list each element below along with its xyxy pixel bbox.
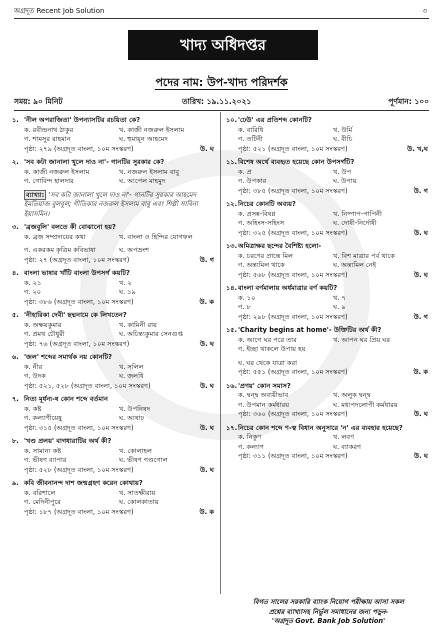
question-stem: 'সব কটা জানালা খুলে দাও না'- গানটির সুরকার কে? bbox=[24, 158, 165, 166]
question-number: ১৪. bbox=[226, 284, 238, 292]
answer-key: উ. ঘ bbox=[199, 465, 214, 474]
option-a: ক. ব্রজ সম্প্রদায়ের কথা bbox=[24, 232, 86, 241]
question-stem: নিচের কোন শব্দে ণ-ত্ব বিধান অনুসারে 'ন' এর ব্যবহার হয়েছে? bbox=[238, 423, 403, 432]
question-number: ১১. bbox=[226, 158, 238, 166]
right-column bbox=[226, 116, 428, 466]
option-a: ক. প্র bbox=[238, 167, 252, 176]
option-d: ঘ. ৯ bbox=[333, 303, 346, 311]
question-stem: 'জল' শব্দের সমার্থক নয় কোনটি? bbox=[24, 353, 112, 361]
column-divider bbox=[220, 112, 221, 594]
question-text bbox=[226, 382, 428, 392]
question-item bbox=[12, 158, 214, 187]
option-d: ঘ. উপায় bbox=[333, 177, 357, 185]
option-b: খ. উর্মি bbox=[333, 125, 353, 134]
question-number: ৯. bbox=[12, 479, 19, 487]
answer-key: উ. ঘ bbox=[413, 452, 428, 460]
reference-text: পৃষ্ঠা: ৫৬৮ (অগ্রদূত বাংলা, ১০ম সংস্করণ) bbox=[238, 270, 348, 279]
answer-line bbox=[226, 313, 428, 323]
answer-line bbox=[226, 410, 428, 420]
question-stem: 'ঢেউ' এর প্রতিশব্দ কোনটি? bbox=[238, 116, 312, 124]
header-site: অগ্রদূত Recent Job Solution bbox=[14, 7, 105, 15]
question-text bbox=[226, 116, 428, 126]
option-b: খ. কোলাহল bbox=[119, 446, 152, 455]
answer-key: উ. ঘ bbox=[413, 270, 428, 279]
question-options bbox=[12, 279, 214, 298]
answer-line bbox=[12, 424, 214, 434]
question-text bbox=[226, 424, 428, 434]
question-item bbox=[226, 382, 428, 420]
question-item bbox=[12, 395, 214, 433]
question-options bbox=[226, 391, 428, 410]
option-d: ঘ. ব্যাকরণ bbox=[333, 442, 361, 451]
question-text bbox=[12, 223, 214, 233]
question-text bbox=[226, 326, 428, 336]
option-b: ঘ. অপভ্রংশ bbox=[119, 246, 150, 254]
option-b: খ. বিশ মাত্রার পর্ব থাকে bbox=[333, 251, 395, 260]
answer-line bbox=[12, 340, 214, 350]
question-options bbox=[12, 126, 214, 145]
question-text bbox=[12, 158, 214, 168]
question-item bbox=[226, 424, 428, 462]
question-item bbox=[226, 200, 428, 238]
question-number: ১৫. bbox=[226, 326, 238, 334]
option-b: খ. উপ bbox=[333, 167, 352, 176]
question-number: ৩. bbox=[12, 223, 19, 231]
option-c: গ. ২০ bbox=[24, 288, 42, 296]
reference-text: পৃষ্ঠা: ৫৫১ (অগ্রদূত বাংলা, ১০ম সংস্করণ) bbox=[238, 368, 348, 376]
option-c: গ. কল্যাণীয়েষু bbox=[24, 414, 62, 422]
answer-key: উ. ঘ bbox=[413, 410, 428, 418]
promo-line-2: প্রশ্নের ব্যাখ্যাসহ নির্ভুল সমাধানের জন্য পড়ুন- bbox=[268, 607, 389, 616]
question-item bbox=[226, 359, 428, 378]
question-options bbox=[12, 168, 214, 187]
reference-text: পৃষ্ঠা: ৫২১, ৫২৮ (অগ্রদূত বাংলা, ১০ম সংস্করণ) bbox=[24, 381, 151, 390]
answer-line bbox=[12, 508, 214, 518]
question-stem: নিত্য মূর্ধন্য-ষ কোন শব্দে বর্তমান bbox=[24, 395, 108, 403]
answer-key: উ. গ bbox=[413, 186, 428, 195]
option-c: গ. তটিনী bbox=[238, 135, 263, 143]
answer-key: উ. ঘ bbox=[199, 381, 214, 390]
running-header bbox=[14, 5, 429, 19]
question-item bbox=[12, 437, 214, 475]
question-item bbox=[226, 242, 428, 280]
reference-text: পৃষ্ঠা: ৩১১ (অগ্রদূত বাংলা, ১০ম সংস্করণ) bbox=[238, 452, 348, 460]
option-c: গ. অন্ত্যমিল থাকে bbox=[238, 261, 285, 269]
option-c: গ. কল্যাণ bbox=[238, 442, 264, 451]
answer-key: উ. ক bbox=[413, 368, 428, 376]
promo-footer bbox=[226, 598, 431, 627]
option-d: ঘ. দোষী-নির্দোষী bbox=[333, 219, 377, 227]
option-b: খ. নিষ্পাপ-পাপিনী bbox=[333, 209, 382, 218]
question-number: ১৬. bbox=[226, 381, 238, 390]
option-c: গ. ৮ bbox=[238, 303, 251, 311]
question-options bbox=[226, 210, 428, 229]
question-number: ১. bbox=[12, 116, 19, 124]
option-a: ক. ২১ bbox=[24, 278, 42, 287]
question-text bbox=[12, 437, 214, 447]
answer-key: উ. গ bbox=[413, 312, 428, 321]
option-c: গ. ইচ্ছা থাকলে উপায় হয় bbox=[238, 345, 306, 353]
option-b: খ. কাজী নজরুল ইসলাম bbox=[119, 125, 185, 134]
question-stem: 'নীহারিকা দেবী' ছদ্মনামে কে লিখতেন? bbox=[24, 311, 127, 319]
option-b: খ. নজরুল ইসলাম বাবু bbox=[119, 167, 180, 176]
answer-line bbox=[12, 466, 214, 476]
option-a: গ. একরকম কৃত্রিম কবিভাষা bbox=[24, 246, 96, 254]
option-a: ক. বরিশালে bbox=[24, 488, 56, 497]
answer-line bbox=[12, 256, 214, 266]
question-text bbox=[226, 242, 428, 252]
reference-text: পৃষ্ঠা: ৫২১ (অগ্রদূত বাংলা, ১০ম সংস্করণ) bbox=[238, 144, 348, 153]
question-number: ৮. bbox=[12, 437, 19, 445]
option-d: ঘ. আপেল মাহমুদ bbox=[119, 177, 166, 185]
reference-text: পৃষ্ঠা: ৩১৫ (অগ্রদূত বাংলা, ১০ম সংস্করণ) bbox=[24, 423, 134, 432]
option-a: ক. আগে ঘর পরে তার bbox=[238, 335, 297, 344]
answer-key: উ. ঘ bbox=[199, 423, 214, 432]
left-column bbox=[12, 116, 214, 521]
option-c: গ. উদক bbox=[24, 372, 46, 380]
post-title bbox=[0, 74, 443, 93]
question-options bbox=[12, 246, 214, 256]
reference-text: পৃষ্ঠা: ৩২৫ (অগ্রদূত বাংলা, ১০ম সংস্করণ) bbox=[238, 228, 348, 237]
option-d: ঘ. মধ্যপদলোপী কর্মধারয় bbox=[333, 400, 398, 409]
question-number: ৭. bbox=[12, 395, 19, 403]
option-c: গ. শামসুর রাহমান bbox=[24, 135, 71, 143]
question-number: ৬. bbox=[12, 353, 19, 361]
option-b: খ. ২ bbox=[119, 278, 132, 287]
option-a: ক. সামান্য কষ্ট bbox=[24, 446, 62, 455]
question-item bbox=[12, 246, 214, 265]
question-number: ১৭. bbox=[226, 423, 238, 432]
option-a: ক. প্রসন্ন-বিষণ্ণ bbox=[238, 209, 276, 218]
option-a: ক. কাজী নজরুল ইসলাম bbox=[24, 167, 90, 176]
option-a: ক. নীর bbox=[24, 362, 43, 371]
option-b: খ. আপন ঘর প্রিয় ঘর bbox=[333, 335, 391, 344]
answer-key: উ. ঘ bbox=[413, 228, 428, 237]
answer-key: উ. ঘ bbox=[199, 144, 214, 153]
question-number: ৫. bbox=[12, 311, 19, 319]
option-c: গ. প্রমথ চৌধুরী bbox=[24, 330, 65, 338]
answer-key: উ. গ bbox=[199, 255, 214, 264]
option-a: ক. চরণের প্রান্তে মিল bbox=[238, 251, 293, 260]
question-options bbox=[226, 252, 428, 271]
question-options bbox=[12, 405, 214, 424]
answer-key: উ. ঘ bbox=[199, 339, 214, 348]
question-text bbox=[226, 158, 428, 168]
question-stem: বাংলা বর্ণমালায় অর্ধমাত্রার বর্ণ কয়টি? bbox=[238, 284, 338, 292]
question-number: ১৩. bbox=[226, 242, 238, 250]
question-stem: কবি জীবনানন্দ দাশ জন্মগ্রহণ করেন কোথায়? bbox=[24, 479, 143, 487]
option-a: ঘ. ঘর থেকে যাত্রা করা bbox=[238, 358, 298, 367]
reference-text: পৃষ্ঠা: ৩৮৬ (অগ্রদূত বাংলা, ১০ম সংস্করণ) bbox=[24, 297, 134, 306]
department-banner: খাদ্য অধিদপ্তর bbox=[128, 30, 318, 60]
option-d: ঘ. হুমায়ূন আহমেদ bbox=[119, 135, 168, 143]
question-options bbox=[12, 233, 214, 243]
option-c: গ. ভীষণ ব্যাপার bbox=[24, 456, 67, 464]
option-d: ঘ. ভীষণ গণ্ডগোল bbox=[119, 456, 168, 464]
reference-text: পৃষ্ঠা: ৩৬০ (অগ্রদূত বাংলা, ১০ম সংস্করণ) bbox=[238, 410, 348, 418]
question-stem: নিচের কোনটি অব্যয়? bbox=[238, 200, 296, 208]
question-stem: বাংলা ভাষার খাঁটি বাংলা উপসর্গ কয়টি? bbox=[24, 269, 130, 277]
question-number: ১০. bbox=[226, 116, 238, 124]
question-item bbox=[12, 223, 214, 242]
question-options bbox=[226, 126, 428, 145]
question-text bbox=[12, 116, 214, 126]
option-c: খ. বাংলা ও হিন্দির যোগফল bbox=[119, 232, 193, 241]
option-b: খ. কামিনী রায় bbox=[119, 320, 157, 329]
option-a: ক. নিকুণ bbox=[238, 433, 262, 441]
option-c: গ. মেদিনীপুরে bbox=[24, 498, 61, 506]
post-title-text: পদের নাম: উপ-খাদ্য পরিদর্শক bbox=[155, 76, 288, 89]
question-stem: 'নীল অপরাজিতা' উপন্যাসটির রচয়িতা কে? bbox=[24, 116, 141, 124]
option-a: ক. ১০ bbox=[238, 293, 256, 302]
question-options bbox=[12, 363, 214, 382]
answer-key: উ. খ,ঘ bbox=[407, 144, 428, 153]
option-d: ঘ. অচিন্ত্যকুমার সেনগুপ্ত bbox=[119, 330, 184, 338]
question-options bbox=[226, 294, 428, 313]
reference-text: পৃষ্ঠা: ৭৬ (অগ্রদূত বাংলা, ১০ম সংস্করণ) bbox=[24, 339, 130, 348]
option-d: ঘ. ১৯ bbox=[119, 288, 136, 296]
reference-text: পৃষ্ঠা: ২৭৯ (অগ্রদূত বাংলা, ১০ম সংস্করণ) bbox=[24, 144, 134, 153]
option-c: গ. উপমান কর্মধারয় bbox=[238, 400, 290, 409]
question-item bbox=[12, 353, 214, 391]
option-a: ক. বারিধি bbox=[238, 125, 264, 134]
explanation-text: 'সব কটা জানালা খুলে দাও না'- গানটির সুরকার আহমেদ ইমতিয়াজ বুলবুল; গীতিকার নজরুল ইসলাম বাবু এবং শিল্পী সাবিনা ইয়াসমিন। bbox=[24, 190, 198, 218]
answer-line bbox=[226, 229, 428, 239]
option-a: ক. দ্বন্দ্ব অব্যয়ীভাব bbox=[238, 391, 289, 399]
explanation-box bbox=[12, 191, 214, 220]
option-b: খ. অলুক দ্বন্দ্ব bbox=[333, 391, 371, 399]
question-stem: 'Charity begins at home'- উক্তিটির অর্থ কী? bbox=[238, 326, 382, 334]
question-text bbox=[226, 200, 428, 210]
option-a: ক. অক্ষয়কুমার bbox=[24, 320, 62, 329]
answer-key: উ. ক bbox=[199, 297, 214, 306]
answer-line bbox=[12, 145, 214, 155]
reference-text: পৃষ্ঠা: ১৮৭ (অগ্রদূত বাংলা, ১০ম সংস্করণ) bbox=[24, 507, 134, 516]
question-text bbox=[12, 353, 214, 363]
reference-text: পৃষ্ঠা: ২৯৮ (অগ্রদূত বাংলা, ১০ম সংস্করণ) bbox=[238, 312, 348, 321]
answer-line bbox=[226, 368, 428, 378]
question-number: ১২. bbox=[226, 200, 238, 208]
option-d: ঘ. বীচি bbox=[333, 135, 353, 143]
question-options bbox=[226, 336, 428, 355]
page-number: ৩ bbox=[422, 7, 427, 15]
exam-meta bbox=[14, 97, 429, 111]
question-item bbox=[226, 158, 428, 196]
question-number: ৪. bbox=[12, 269, 19, 277]
question-stem: 'ব্রজবুলি' বলতে কী বোঝানো হয়? bbox=[24, 223, 116, 231]
reference-text: পৃষ্ঠা: ৩৮৫ (অগ্রদূত বাংলা, ১০ম সংস্করণ) bbox=[238, 186, 348, 195]
option-a: ক. কষ্ট bbox=[24, 404, 42, 413]
question-text bbox=[226, 284, 428, 294]
option-d: ঘ. কোলকাতায় bbox=[119, 498, 159, 506]
option-b: খ. উপনিষদ bbox=[119, 404, 151, 413]
question-text bbox=[12, 479, 214, 489]
question-stem: বিশেষ অর্থে ব্যবহৃত হয়েছে কোন উপসর্গটি? bbox=[238, 158, 355, 166]
question-options bbox=[226, 433, 428, 452]
option-a: ক. রবীন্দ্রনাথ ঠাকুর bbox=[24, 125, 74, 134]
answer-line bbox=[12, 382, 214, 392]
question-options bbox=[12, 447, 214, 466]
promo-line-3: 'অগ্রদূত Govt. Bank Job Solution' bbox=[271, 617, 386, 625]
question-text bbox=[12, 395, 214, 405]
reference-text: পৃষ্ঠা: ২৭ (অগ্রদূত বাংলা, ১০ম সংস্করণ) bbox=[24, 255, 130, 264]
option-d: ঘ. অন্ত্যমিল নেই bbox=[333, 261, 377, 269]
answer-line bbox=[226, 452, 428, 462]
reference-text: পৃষ্ঠা: ৫২৮ (অগ্রদূত বাংলা, ১০ম সংস্করণ) bbox=[24, 465, 134, 474]
option-b: খ. সাতক্ষীরায় bbox=[119, 488, 156, 497]
question-item bbox=[12, 311, 214, 349]
answer-key: উ. ক bbox=[199, 507, 214, 516]
exam-date: তারিখ: ১৯.১১.২০২১ bbox=[182, 97, 252, 106]
question-stem: অমিত্রাক্ষর ছন্দের বৈশিষ্ট্য হলো- bbox=[238, 242, 322, 250]
option-b: খ. ৭ bbox=[333, 293, 346, 302]
question-number: ২. bbox=[12, 158, 19, 166]
question-text bbox=[12, 269, 214, 279]
promo-line-1: বিগত সালের সরকারি ব্যাংক নিয়োগ পরীক্ষায় আসা সকল bbox=[253, 598, 404, 606]
question-item bbox=[226, 326, 428, 355]
question-text bbox=[12, 311, 214, 321]
question-options bbox=[226, 359, 428, 369]
option-c: গ. অহিংস-সহিংস bbox=[238, 219, 285, 227]
option-c: গ. উপকার bbox=[238, 177, 267, 185]
question-options bbox=[12, 489, 214, 508]
question-options bbox=[12, 321, 214, 340]
question-stem: 'প্রণয়' কোন সমাস? bbox=[238, 381, 291, 390]
answer-line bbox=[226, 187, 428, 197]
question-item bbox=[226, 116, 428, 154]
answer-line bbox=[12, 298, 214, 308]
answer-line bbox=[226, 145, 428, 155]
answer-line bbox=[226, 271, 428, 281]
option-c: গ. গোবিন্দ হালদার bbox=[24, 177, 74, 185]
explanation-tag: ব্যাখ্যা: bbox=[26, 190, 45, 199]
question-item bbox=[12, 116, 214, 154]
option-d: ঘ. জলধি bbox=[119, 372, 144, 380]
question-item bbox=[12, 479, 214, 517]
option-d: ঘ. আষাঢ় bbox=[119, 414, 145, 422]
question-item bbox=[226, 284, 428, 322]
question-item bbox=[12, 269, 214, 307]
option-b: খ. লবণ bbox=[333, 433, 355, 441]
exam-marks: পূর্ণমান: ১০০ bbox=[388, 97, 429, 106]
question-stem: 'খণ্ড প্রলয়' বাগধারাটির অর্থ কী? bbox=[24, 437, 112, 445]
option-b: খ. সলিল bbox=[119, 362, 144, 371]
exam-time: সময়: ৯০ মিনিট bbox=[14, 97, 63, 106]
question-options bbox=[226, 168, 428, 187]
